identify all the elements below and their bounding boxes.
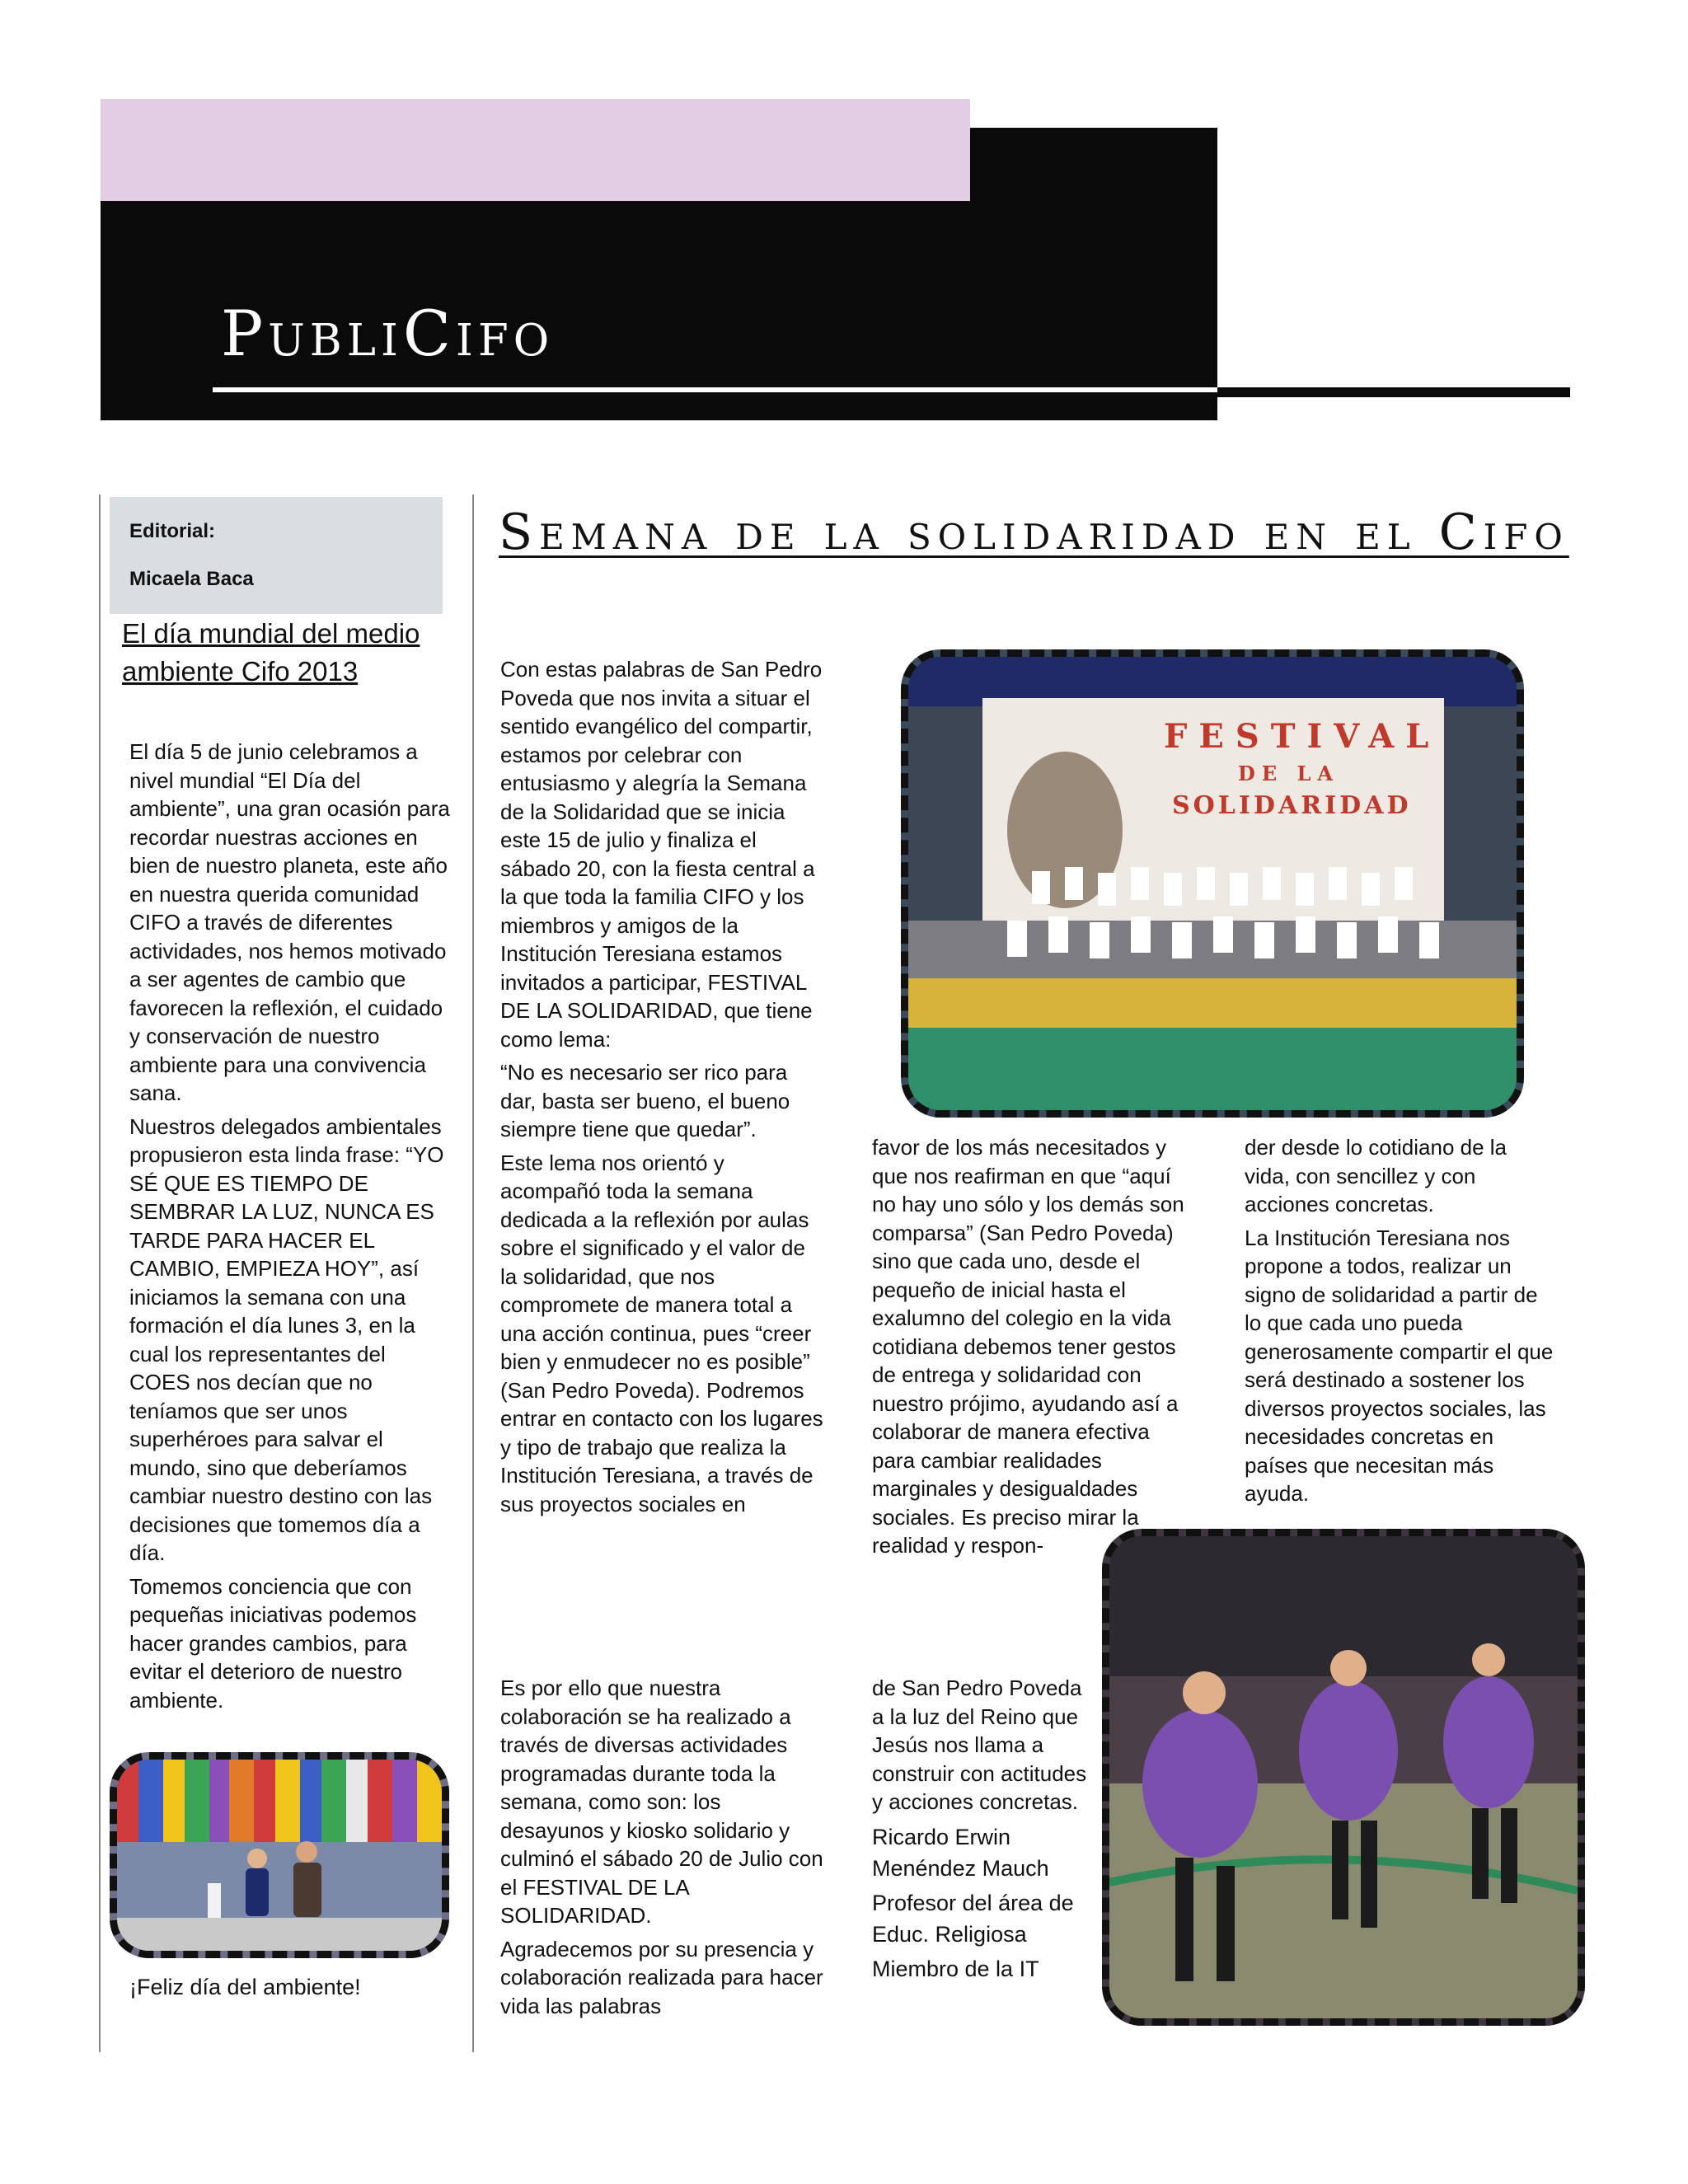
article-column-1 <box>500 655 826 1523</box>
editorial-label: Editorial: <box>129 520 216 542</box>
photo-dancers <box>1102 1529 1585 2026</box>
photo-environment-day-illustration <box>117 1760 442 1951</box>
banner-line-3: SOLIDARIDAD <box>1172 791 1412 820</box>
photo-dancers-illustration <box>1109 1536 1578 2018</box>
editorial-paragraph: El día 5 de junio celebramos a nivel mundial “El Día del ambiente”, una gran ocasión para recordar nuestras acciones en bien de nuestro planeta, este año en nuestra querida comunidad CIFO a través de diferentes actividades, nos hemos motivado a ser agentes de cambio que favorecen la reflexión, el cuidado y conservación de nuestro ambiente para una convivencia sana. <box>129 739 450 1105</box>
article-paragraph: La Institución Teresiana nos propone a todos, realizar un signo de solidaridad a partir de lo que cada uno pueda generosamente compartir el que será destinado a sostener los diversos proyectos sociales, las necesidades concretas en países que necesitan más ayuda. <box>1245 1225 1554 1506</box>
article-paragraph: Es por ello que nuestra colaboración se ha realizado a través de diversas actividades programadas durante toda la semana, como son: los desayunos y kiosko solidario y culminó el sábado 20 de Julio con el FESTIVAL DE LA SOLIDARIDAD. <box>500 1675 823 1928</box>
article-column-2 <box>872 1133 1198 1565</box>
photo-festival-stage-illustration <box>908 657 1517 1110</box>
article-paragraph: Con estas palabras de San Pedro Poveda que nos invita a situar el sentido evangélico del compartir, estamos por celebrar con entusiasmo y alegría la Semana de la Solidaridad que se inicia este 15 de julio y finaliza el sábado 20, con la fiesta central a la que toda la familia CIFO y los miembros y amigos de la Institución Teresiana estamos invitados a participar, FESTIVAL DE LA SOLIDARIDAD, que tiene como lema: <box>500 657 823 1052</box>
article-title: Semana de la solidaridad en el Cifo <box>499 504 1569 561</box>
column-divider-left <box>99 494 101 2052</box>
article-column-3 <box>1245 1133 1558 1513</box>
article-column-2-lower <box>872 1674 1099 1988</box>
column-divider-right <box>472 494 474 2052</box>
article-column-1-lower <box>500 1674 826 2025</box>
editorial-body <box>129 738 451 1719</box>
masthead-rule-black <box>1217 387 1570 397</box>
banner-line-1: FESTIVAL <box>1164 717 1441 756</box>
article-paragraph: Este lema nos orientó y acompañó toda la semana dedicada a la reflexión por aulas sobre el significado y el valor de la solidaridad, que nos compromete de manera total a una acción continua, pues “creer bien y enmudecer no es posible” (San Pedro Poveda). Podremos entrar en contacto con los lugares y tipo de trabajo que realiza la Institución Teresiana, a través de sus proyectos sociales en <box>500 1150 823 1516</box>
article-paragraph: der desde lo cotidiano de la vida, con sencillez y con acciones concretas. <box>1245 1135 1507 1216</box>
article-paragraph: favor de los más necesitados y que nos reafirman en que “aquí no hay uno sólo y los demás son comparsa” (San Pedro Poveda) sino que cada uno, desde el pequeño de inicial hasta el exalumno del colegio en la vida cotidiana debemos tener gestos de entrega y solidaridad con nuestro prójimo, ayudando así a colaborar de manera efectiva para cambiar realidades marginales y desigualdades sociales. Es preciso mirar la realidad y respon- <box>872 1135 1184 1558</box>
signature-role: Profesor del área de Educ. Religiosa <box>872 1890 1074 1947</box>
photo-festival-stage <box>901 649 1524 1118</box>
publication-title: PubliCifo <box>221 297 555 370</box>
editorial-author: Micaela Baca <box>129 568 254 590</box>
article-paragraph: de San Pedro Poveda a la luz del Reino que Jesús nos llama a construir con actitudes y acciones concretas. <box>872 1675 1087 1814</box>
editorial-paragraph: Tomemos conciencia que con pequeñas iniciativas podemos hacer grandes cambios, para evitar el deterioro de nuestro ambiente. <box>129 1573 417 1713</box>
article-paragraph: Agradecemos por su presencia y colaboración realizada para hacer vida las palabras <box>500 1936 823 2018</box>
editorial-closing: ¡Feliz día del ambiente! <box>129 1975 361 1999</box>
article-quote: “No es necesario ser rico para dar, basta ser bueno, el bueno siempre tiene que quedar”. <box>500 1060 790 1141</box>
editorial-paragraph: Nuestros delegados ambientales propusieron esta linda frase: “YO SÉ QUE ES TIEMPO DE SEMBRAR LA LUZ, NUNCA ES TARDE PARA HACER EL CAMBIO, EMPIEZA HOY”, así iniciamos la semana con una formación el día lunes 3, en la cual los representantes del COES nos decían que no teníamos que ser unos superhéroes para salvar el mundo, sino que deberíamos cambiar nuestro destino con las decisiones que tomemos día a día. <box>129 1113 444 1565</box>
editorial-header-box <box>110 497 443 614</box>
photo-environment-day <box>110 1752 449 1958</box>
signature-member: Miembro de la IT <box>872 1956 1039 1981</box>
masthead-rule-white <box>213 387 1217 392</box>
editorial-title: El día mundial del medio ambiente Cifo 2013 <box>122 618 420 687</box>
masthead-accent-bar <box>101 99 970 201</box>
signature-name: Ricardo Erwin Menéndez Mauch <box>872 1824 1049 1881</box>
banner-line-2: DE LA <box>1238 762 1339 785</box>
